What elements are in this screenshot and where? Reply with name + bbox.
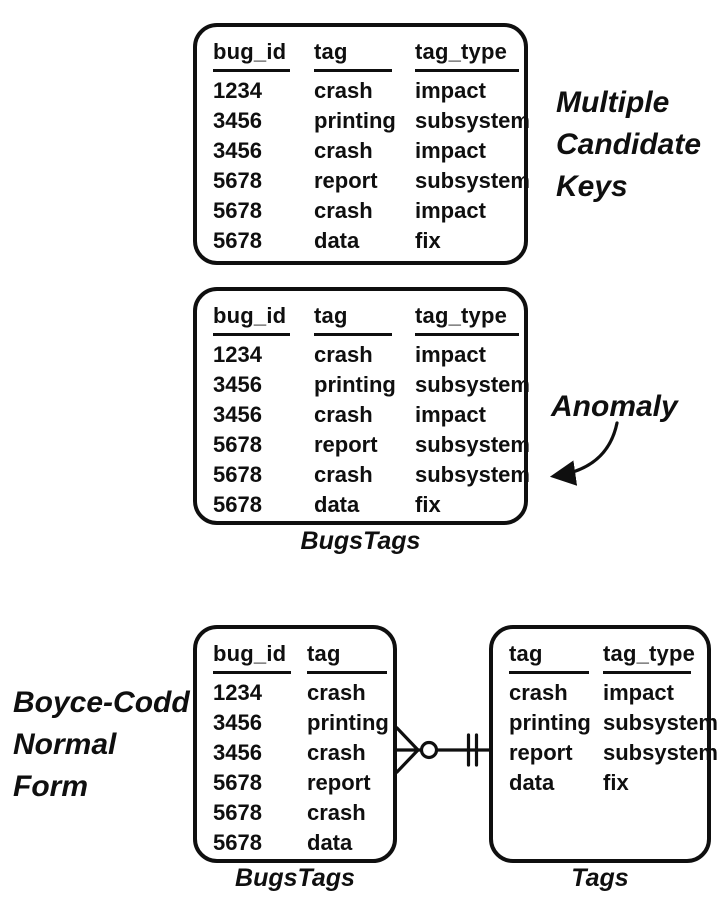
table-cell: crash <box>314 78 373 103</box>
table-cell: crash <box>509 680 568 705</box>
label-line: Form <box>13 770 88 803</box>
column-header-tag: tag <box>509 641 589 674</box>
table-bcnf-bugstags <box>193 625 397 863</box>
label-line: Normal <box>13 728 117 761</box>
table-cell: impact <box>415 78 486 103</box>
table-cell: data <box>314 492 360 517</box>
label-bcnf <box>13 682 190 808</box>
table-cell: impact <box>415 198 486 223</box>
anomaly-arrow-curve <box>555 423 617 476</box>
table-caption-bugstags: BugsTags <box>235 864 355 892</box>
column-header-bug-id: bug_id <box>213 39 290 72</box>
table-cell: 3456 <box>213 372 262 397</box>
column-header-tag-type: tag_type <box>415 39 519 72</box>
column-header-tag: tag <box>314 39 392 72</box>
table-candidate-keys-example <box>193 23 528 265</box>
table-cell: 3456 <box>213 108 262 133</box>
table-cell: impact <box>415 138 486 163</box>
table-cell: fix <box>603 770 629 795</box>
table-cell: crash <box>314 462 373 487</box>
table-cell: fix <box>415 228 441 253</box>
table-cell: crash <box>314 342 373 367</box>
column-header-bug-id: bug_id <box>213 303 290 336</box>
anomaly-arrow <box>535 413 647 493</box>
table-cell: subsystem <box>415 372 530 397</box>
table-cell: report <box>307 770 371 795</box>
relationship-connector <box>393 718 493 782</box>
table-cell: crash <box>314 198 373 223</box>
table-cell: 1234 <box>213 680 262 705</box>
column-tag-type <box>603 641 718 798</box>
label-line: Keys <box>556 170 628 203</box>
optional-circle-icon <box>422 743 437 758</box>
table-cell: 5678 <box>213 492 262 517</box>
table-cell: report <box>314 432 378 457</box>
table-cell: printing <box>509 710 591 735</box>
table-cell: report <box>314 168 378 193</box>
table-cell: printing <box>307 710 389 735</box>
table-cell: 3456 <box>213 710 262 735</box>
table-cell: 5678 <box>213 228 262 253</box>
table-cell: data <box>314 228 360 253</box>
label-anomaly: Anomaly <box>551 390 678 423</box>
table-cell: 5678 <box>213 800 262 825</box>
column-tag-type <box>415 303 530 520</box>
label-multiple-candidate-keys <box>556 82 701 208</box>
table-cell anomaly-cell: subsystem <box>415 462 530 487</box>
table-anomaly-example <box>193 287 528 525</box>
label-line: Multiple <box>556 86 670 119</box>
table-cell: 3456 <box>213 138 262 163</box>
column-header-tag: tag <box>314 303 392 336</box>
table-cell: 5678 <box>213 830 262 855</box>
column-header-tag-type: tag_type <box>415 303 519 336</box>
table-cell: crash <box>307 800 366 825</box>
table-cell: impact <box>603 680 674 705</box>
table-cell: 5678 <box>213 432 262 457</box>
table-cell: printing <box>314 108 396 133</box>
table-cell: 3456 <box>213 402 262 427</box>
column-header-bug-id: bug_id <box>213 641 291 674</box>
label-line: Boyce-Codd <box>13 686 190 719</box>
column-tag <box>314 303 396 520</box>
table-cell: crash <box>314 402 373 427</box>
table-cell: report <box>509 740 573 765</box>
table-cell: impact <box>415 402 486 427</box>
table-caption-tags: Tags <box>571 864 629 892</box>
table-cell: 5678 <box>213 198 262 223</box>
table-cell: 5678 <box>213 168 262 193</box>
table-cell: subsystem <box>603 710 718 735</box>
table-cell: subsystem <box>415 432 530 457</box>
column-bug-id <box>213 39 290 256</box>
column-tag <box>307 641 389 858</box>
column-header-tag: tag <box>307 641 387 674</box>
table-cell: 1234 <box>213 342 262 367</box>
table-cell: crash <box>307 680 366 705</box>
table-cell: 5678 <box>213 462 262 487</box>
table-bcnf-tags <box>489 625 718 863</box>
table-cell: data <box>307 830 353 855</box>
table-cell: crash <box>307 740 366 765</box>
label-line: Candidate <box>556 128 702 161</box>
table-cell: data <box>509 770 555 795</box>
column-tag <box>509 641 591 798</box>
column-header-tag-type: tag_type <box>603 641 691 674</box>
column-bug-id <box>213 641 291 858</box>
table-cell: crash <box>314 138 373 163</box>
column-tag <box>314 39 396 256</box>
table-cell: subsystem <box>603 740 718 765</box>
table-caption-bugstags: BugsTags <box>300 527 421 555</box>
table-cell: 5678 <box>213 770 262 795</box>
column-tag-type <box>415 39 530 256</box>
table-cell: subsystem <box>415 108 530 133</box>
column-bug-id <box>213 303 290 520</box>
table-cell: subsystem <box>415 168 530 193</box>
table-cell: printing <box>314 372 396 397</box>
table-cell: fix <box>415 492 441 517</box>
table-cell: impact <box>415 342 486 367</box>
table-cell: 1234 <box>213 78 262 103</box>
table-cell: 3456 <box>213 740 262 765</box>
